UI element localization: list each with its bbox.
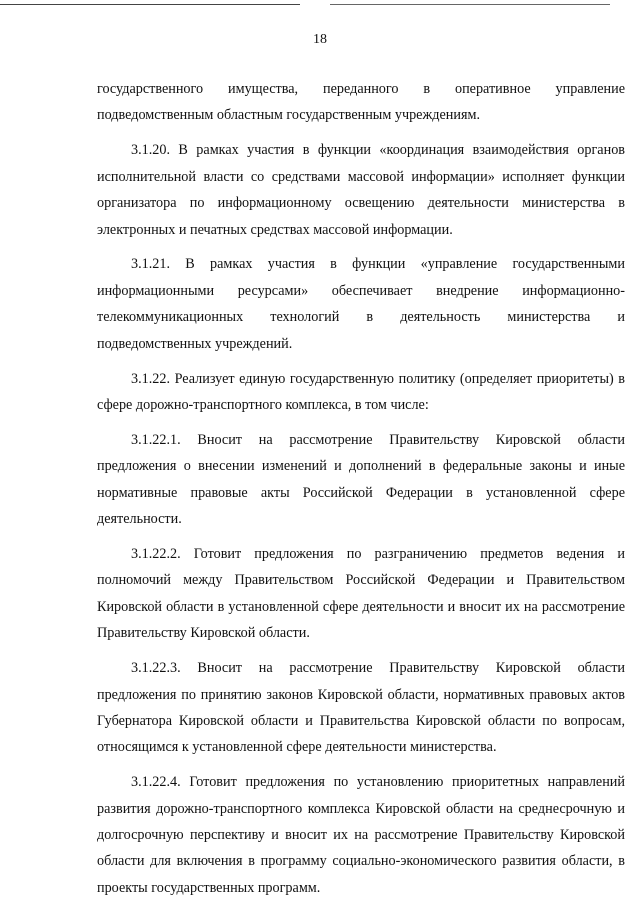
- paragraph-3-1-22-1: 3.1.22.1. Вносит на рассмотрение Правительству Кировской области предложения о внесении изменений и дополнений в федеральные законы и иные нормативные правовые акты Российской Федерации в установленной сфере деятельности.: [97, 431, 625, 528]
- paragraph-3-1-22-3: 3.1.22.3. Вносит на рассмотрение Правительству Кировской области предложения по принятию законов Кировской области, нормативных правовых актов Губернатора Кировской области и Правительства Кировской области по вопросам, относящимся к установленной сфере деятельности министерства.: [97, 660, 625, 756]
- paragraph-3-1-22: 3.1.22. Реализует единую государственную политику (определяет приоритеты) в сфере дорожно-транспортного комплекса, в том числе:: [97, 370, 625, 413]
- page-number: 18: [313, 32, 327, 47]
- paragraph-3-1-21: 3.1.21. В рамках участия в функции «управление государственными информационными ресурсами» обеспечивает внедрение информационно-телекоммуникационных технологий в деятельность министерства и подведомственных учреждений.: [97, 256, 625, 352]
- paragraph-3-1-22-2: 3.1.22.2. Готовит предложения по разграничению предметов ведения и полномочий между Правительством Российской Федерации и Правительством Кировской области в установленной сфере деятельности и вносит их на рассмотрение Правительству Кировской области.: [97, 546, 625, 642]
- paragraph-3-1-20: 3.1.20. В рамках участия в функции «координация взаимодействия органов исполнительной власти со средствами массовой информации» исполняет функции организатора по информационному освещению деятельности министерства в электронных и печатных средствах массовой информации.: [97, 142, 625, 238]
- paragraph-continuation: государственного имущества, переданного в оперативное управление подведомственным областным государственным учреждениям.: [97, 81, 625, 124]
- paragraph-3-1-22-4: 3.1.22.4. Готовит предложения по установлению приоритетных направлений развития дорожно-транспортного комплекса Кировской области на среднесрочную и долгосрочную перспективу и вносит их на рассмотрение Правительству Кировской области для включения в программу социально-экономического развития области, в проекты государственных программ.: [97, 774, 625, 896]
- top-scan-rule: [0, 4, 300, 5]
- top-scan-rule-right: [330, 4, 610, 5]
- document-body: [97, 76, 625, 910]
